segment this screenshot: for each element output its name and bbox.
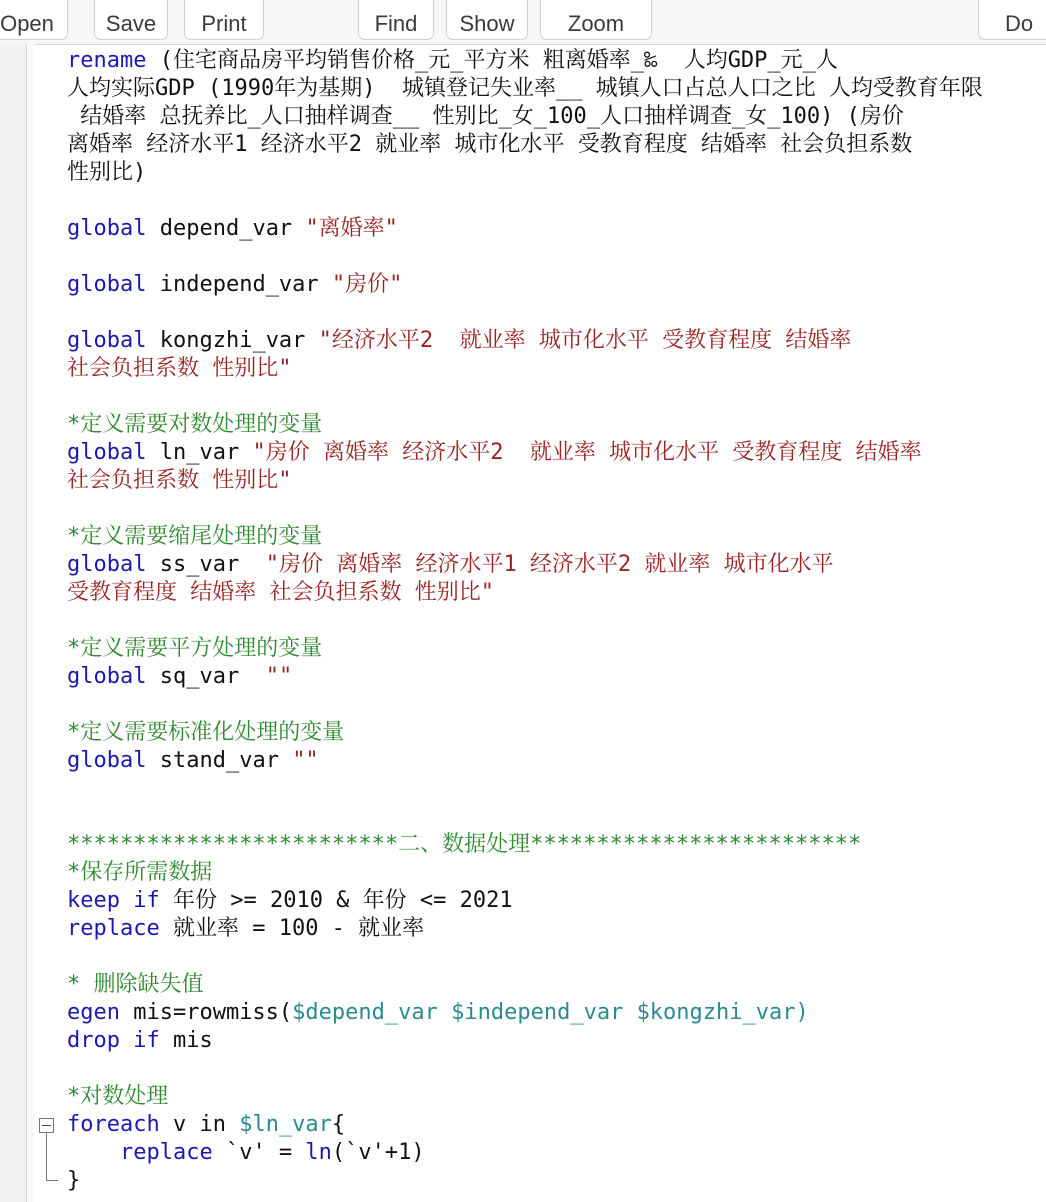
- print-label: Print: [201, 10, 247, 36]
- string-literal: "经济水平2 就业率 城市化水平 受教育程度 结婚率: [318, 328, 852, 353]
- keyword-global: global: [67, 272, 147, 297]
- code-line: [67, 523, 1046, 551]
- zoom-label: Zoom: [567, 10, 625, 36]
- collapse-fold-icon[interactable]: [39, 1118, 54, 1133]
- blank-line: [67, 691, 1046, 719]
- keyword-if: if: [133, 888, 160, 913]
- keyword-if: if: [133, 1028, 160, 1053]
- keyword-replace: replace: [119, 1140, 213, 1165]
- comment: *保存所需数据: [67, 860, 213, 885]
- do-label: Do: [1004, 10, 1034, 36]
- code-text: kongzhi_var: [146, 328, 319, 353]
- comment: *定义需要标准化处理的变量: [67, 720, 345, 745]
- keyword-keep: keep: [67, 888, 120, 913]
- code-text: (`v'+1): [331, 1140, 425, 1165]
- keyword-global: global: [67, 552, 147, 577]
- indent: [67, 1140, 120, 1165]
- code-text: v in: [159, 1112, 240, 1137]
- show-button[interactable]: [446, 0, 528, 40]
- code-line: [67, 1139, 1046, 1167]
- print-button[interactable]: [184, 0, 264, 40]
- code-text: 性别比): [67, 160, 147, 185]
- code-line: [67, 1167, 1046, 1195]
- code-line: [67, 467, 1046, 495]
- code-line: [67, 271, 1046, 299]
- code-text: sq_var: [146, 664, 266, 689]
- code-line: [67, 215, 1046, 243]
- keyword-egen: egen: [67, 1000, 120, 1025]
- find-button[interactable]: [358, 0, 434, 40]
- section-header-comment: *************************二、数据处理*************************: [67, 832, 862, 857]
- code-text: ): [795, 1000, 809, 1025]
- code-line: [67, 579, 1046, 607]
- keyword-global: global: [67, 216, 147, 241]
- keyword-rename: rename: [67, 48, 147, 73]
- code-text: 人均实际GDP (1990年为基期) 城镇登记失业率__ 城镇人口占总人口之比 人均受教育年限: [67, 76, 983, 101]
- code-text: 结婚率 总抚养比_人口抽样调查__ 性别比_女_100_人口抽样调查_女_100) (房价: [67, 104, 904, 129]
- string-literal: "房价 离婚率 经济水平1 经济水平2 就业率 城市化水平: [265, 552, 834, 577]
- code-line: [67, 327, 1046, 355]
- string-literal: 社会负担系数 性别比": [67, 468, 292, 493]
- code-line: [67, 1027, 1046, 1055]
- code-editor[interactable]: [67, 47, 1046, 1195]
- code-line: [67, 439, 1046, 467]
- blank-line: [67, 943, 1046, 971]
- blank-line: [67, 775, 1046, 803]
- comment: *对数处理: [67, 1084, 169, 1109]
- comment: *定义需要缩尾处理的变量: [67, 524, 323, 549]
- code-line: [67, 663, 1046, 691]
- keyword-global: global: [67, 440, 147, 465]
- blank-line: [67, 607, 1046, 635]
- code-line: [67, 1083, 1046, 1111]
- blank-line: [67, 803, 1046, 831]
- code-line: [67, 159, 1046, 187]
- string-literal: "离婚率": [305, 216, 398, 241]
- show-label: Show: [459, 10, 515, 36]
- global-macro-ref: $ln_var: [239, 1112, 332, 1137]
- global-macro-ref: $independ_var: [451, 1000, 624, 1025]
- blank-line: [67, 383, 1046, 411]
- code-text: }: [67, 1168, 81, 1193]
- code-text: 年份 >= 2010 & 年份 <= 2021: [159, 888, 513, 913]
- code-line: [67, 887, 1046, 915]
- string-literal: "": [265, 664, 293, 689]
- find-label: Find: [374, 10, 418, 36]
- save-button[interactable]: [94, 0, 168, 40]
- code-text: stand_var: [146, 748, 293, 773]
- open-label: Open: [0, 10, 54, 36]
- code-text: 就业率 = 100 - 就业率: [159, 916, 425, 941]
- global-macro-ref: $kongzhi_var: [636, 1000, 796, 1025]
- global-macro-ref: $depend_var: [292, 1000, 438, 1025]
- keyword-global: global: [67, 748, 147, 773]
- code-line: [67, 635, 1046, 663]
- code-text: ss_var: [146, 552, 266, 577]
- code-line: [67, 103, 1046, 131]
- code-text: 离婚率 经济水平1 经济水平2 就业率 城市化水平 受教育程度 结婚率 社会负担系数: [67, 132, 913, 157]
- blank-line: [67, 1055, 1046, 1083]
- code-line: [67, 47, 1046, 75]
- code-line: [67, 355, 1046, 383]
- string-literal: "": [292, 748, 319, 773]
- code-text: depend_var: [146, 216, 306, 241]
- string-literal: "房价 离婚率 经济水平2 就业率 城市化水平 受教育程度 结婚率: [252, 440, 922, 465]
- code-text: `v' =: [212, 1140, 306, 1165]
- keyword-replace: replace: [67, 916, 160, 941]
- keyword-global: global: [67, 664, 147, 689]
- code-line: [67, 747, 1046, 775]
- open-button[interactable]: [0, 0, 68, 40]
- code-line: [67, 411, 1046, 439]
- do-button[interactable]: [978, 0, 1046, 40]
- save-label: Save: [105, 10, 157, 36]
- blank-line: [67, 243, 1046, 271]
- code-text: (住宅商品房平均销售价格_元_平方米 粗离婚率_‰ 人均GDP_元_人: [146, 48, 838, 73]
- zoom-button[interactable]: [540, 0, 652, 40]
- blank-line: [67, 187, 1046, 215]
- string-literal: 受教育程度 结婚率 社会负担系数 性别比": [67, 580, 494, 605]
- code-line: [67, 915, 1046, 943]
- code-line: [67, 131, 1046, 159]
- blank-line: [67, 299, 1046, 327]
- code-line: [67, 719, 1046, 747]
- code-line: [67, 1111, 1046, 1139]
- fold-margin: [27, 44, 35, 1202]
- line-number-gutter: [0, 44, 27, 1202]
- string-literal: "房价": [331, 272, 403, 297]
- keyword-foreach: foreach: [67, 1112, 160, 1137]
- keyword-drop: drop: [67, 1028, 120, 1053]
- code-line: [67, 971, 1046, 999]
- function-ln: ln: [305, 1140, 332, 1165]
- code-line: [67, 831, 1046, 859]
- blank-line: [67, 495, 1046, 523]
- code-text: independ_var: [146, 272, 332, 297]
- keyword-global: global: [67, 328, 147, 353]
- code-text: mis=rowmiss(: [119, 1000, 293, 1025]
- code-text: mis: [159, 1028, 213, 1053]
- code-line: [67, 859, 1046, 887]
- fold-guide-line: [46, 1133, 47, 1180]
- code-line: [67, 551, 1046, 579]
- fold-guide-end: [46, 1180, 58, 1181]
- code-line: [67, 75, 1046, 103]
- code-text: {: [331, 1112, 346, 1137]
- toolbar: [0, 0, 1046, 45]
- code-line: [67, 999, 1046, 1027]
- string-literal: 社会负担系数 性别比": [67, 356, 292, 381]
- comment: *定义需要平方处理的变量: [67, 636, 323, 661]
- comment: * 删除缺失值: [67, 972, 204, 997]
- comment: *定义需要对数处理的变量: [67, 412, 323, 437]
- code-text: ln_var: [146, 440, 253, 465]
